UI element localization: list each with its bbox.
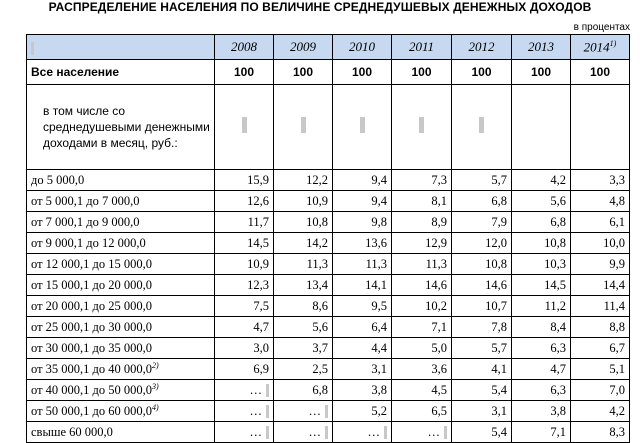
value-cell: 100 [392,60,452,85]
placeholder-marker [301,117,306,133]
value-cell [274,380,333,401]
value-text: … [249,403,262,418]
row-label: от 15 000,1 до 20 000,0 [31,277,153,292]
value-cell [512,401,571,422]
value-cell [452,254,512,275]
value-text: 10,8 [306,214,328,229]
year-header-2014 [571,35,630,60]
value-text: 11,2 [544,298,566,313]
value-text: 11,4 [603,298,625,313]
subhead-label: в том числе со среднедушевыми денежными доходами в месяц, руб.: [27,85,215,170]
value-cell [512,254,571,275]
value-text: 3,1 [491,403,507,418]
row-label: до 5 000,0 [31,172,85,187]
value-text: 4,2 [609,403,625,418]
value-text: 5,7 [491,340,507,355]
value-text: 14,1 [365,277,387,292]
value-text: 4,5 [431,382,447,397]
value-text: 14,4 [603,277,625,292]
value-cell [571,401,630,422]
empty-cell [333,85,392,170]
page-title: РАСПРЕДЕЛЕНИЕ НАСЕЛЕНИЯ ПО ВЕЛИЧИНЕ СРЕДНЕДУШЕВЫХ ДЕНЕЖНЫХ ДОХОДОВ [48,0,592,14]
table-row [27,170,630,191]
value-cell [512,212,571,233]
row-label: от 5 000,1 до 7 000,0 [31,193,140,208]
value-text: 9,8 [371,214,387,229]
value-text: 4,4 [371,340,387,355]
value-text: 4,2 [550,172,566,187]
value-text: … [249,424,262,439]
value-text: 11,3 [425,256,447,271]
value-cell [333,338,392,359]
row-label: от 7 000,1 до 9 000,0 [31,214,140,229]
empty-cell [512,85,571,170]
value-cell [452,233,512,254]
value-text: 15,9 [247,172,269,187]
value-cell [512,296,571,317]
value-text: 9,4 [371,193,387,208]
value-cell [333,317,392,338]
table-row [27,359,630,380]
value-cell [452,191,512,212]
value-text: 10,8 [544,235,566,250]
footnote-mark: 3) [152,381,159,391]
row-label-cell [27,359,215,380]
table-row [27,191,630,212]
value-cell [215,296,274,317]
value-cell [392,296,452,317]
value-text: 10,3 [544,256,566,271]
value-text: 6,8 [312,382,328,397]
value-cell [274,254,333,275]
value-text: 14,6 [425,277,447,292]
value-cell: 100 [512,60,571,85]
value-text: 10,2 [425,298,447,313]
value-cell [215,422,274,443]
value-cell [392,422,452,443]
footnote-mark: 1) [609,38,617,48]
row-label: от 35 000,1 до 40 000,0 [31,362,153,377]
value-cell [392,317,452,338]
units-label: в процентах [573,22,630,33]
value-text: 11,7 [247,214,269,229]
value-cell [274,317,333,338]
value-text: … [427,424,440,439]
value-text: 3,1 [371,361,387,376]
value-text: 14,5 [544,277,566,292]
value-cell [333,254,392,275]
value-cell [452,359,512,380]
row-label-cell [27,401,215,422]
value-cell [215,317,274,338]
value-text: 8,4 [550,319,566,334]
value-cell [392,401,452,422]
value-text: … [367,424,380,439]
value-cell [452,275,512,296]
value-cell [333,191,392,212]
value-cell [571,422,630,443]
value-text: 3,6 [431,361,447,376]
value-cell [215,359,274,380]
value-text: 7,0 [609,382,625,397]
value-cell [274,275,333,296]
placeholder-marker [360,117,365,133]
value-text: 6,4 [371,319,387,334]
row-label-cell [27,380,215,401]
value-cell [333,296,392,317]
value-text: 3,3 [609,172,625,187]
value-cell [215,170,274,191]
value-cell [512,359,571,380]
row-label: от 30 000,1 до 35 000,0 [31,340,153,355]
value-cell: 100 [571,60,630,85]
value-cell [571,233,630,254]
value-text: 13,6 [365,235,387,250]
placeholder-marker [31,42,34,55]
value-text: 3,8 [550,403,566,418]
table-row [27,317,630,338]
value-text: 10,7 [485,298,507,313]
value-cell [392,212,452,233]
value-text: 13,4 [306,277,328,292]
year-header: 2013 [512,35,571,60]
value-cell [452,380,512,401]
row-label-cell [27,212,215,233]
empty-cell [452,85,512,170]
value-text: 7,5 [253,298,269,313]
placeholder-marker [325,405,328,418]
value-text: 4,7 [253,319,269,334]
value-cell [512,338,571,359]
value-text: 8,1 [431,193,447,208]
year-label: 2014 [583,39,610,55]
value-text: 14,5 [247,235,269,250]
row-label: от 12 000,1 до 15 000,0 [31,256,153,271]
table-row [27,380,630,401]
value-text: 7,3 [431,172,447,187]
value-cell: 100 [274,60,333,85]
value-cell [274,338,333,359]
value-cell [215,191,274,212]
year-header: 2008 [215,35,274,60]
value-text: 14,2 [306,235,328,250]
value-cell [452,317,512,338]
value-text: 10,9 [247,256,269,271]
value-text: 3,7 [312,340,328,355]
value-cell [512,191,571,212]
placeholder-marker [325,426,328,439]
value-text: 9,9 [609,256,625,271]
empty-cell [215,85,274,170]
footnote-mark: 2) [152,360,159,370]
value-cell [512,275,571,296]
empty-cell [571,85,630,170]
value-cell [392,359,452,380]
value-text: 11,3 [365,256,387,271]
value-cell [333,212,392,233]
income-distribution-table [26,34,630,443]
value-text: 4,8 [609,193,625,208]
total-row [27,60,630,85]
row-label: от 9 000,1 до 12 000,0 [31,235,146,250]
value-cell [571,317,630,338]
value-cell [333,380,392,401]
value-cell [215,401,274,422]
value-cell [571,380,630,401]
table-row [27,233,630,254]
table-row [27,296,630,317]
value-text: 12,3 [247,277,269,292]
value-cell [571,359,630,380]
row-label-cell [27,191,215,212]
value-cell [333,233,392,254]
value-cell [215,338,274,359]
value-cell [512,233,571,254]
value-cell [215,254,274,275]
table-row [27,422,630,443]
value-cell [452,170,512,191]
value-cell [512,170,571,191]
value-text: 8,9 [431,214,447,229]
value-text: 10,0 [603,235,625,250]
value-text: 10,9 [306,193,328,208]
value-cell: 100 [333,60,392,85]
value-cell [512,317,571,338]
header-row [27,35,630,60]
year-header: 2012 [452,35,512,60]
value-cell [452,422,512,443]
value-cell: 100 [452,60,512,85]
value-text: 6,8 [491,193,507,208]
value-text: 12,6 [247,193,269,208]
row-label-cell [27,233,215,254]
value-text: 6,5 [431,403,447,418]
placeholder-marker [479,117,484,133]
year-header: 2010 [333,35,392,60]
value-text: 12,2 [306,172,328,187]
year-header: 2009 [274,35,333,60]
row-label-cell [27,317,215,338]
value-cell [571,296,630,317]
value-text: 10,8 [485,256,507,271]
value-cell [392,380,452,401]
value-cell [512,380,571,401]
value-cell: 100 [215,60,274,85]
value-cell [274,233,333,254]
row-label: от 25 000,1 до 30 000,0 [31,319,153,334]
value-text: 6,7 [609,340,625,355]
value-cell [215,212,274,233]
value-cell [274,422,333,443]
value-text: 3,0 [253,340,269,355]
value-cell [333,170,392,191]
row-label-cell [27,275,215,296]
value-text: 5,7 [491,172,507,187]
value-text: 8,6 [312,298,328,313]
value-cell [274,359,333,380]
year-header: 2011 [392,35,452,60]
value-text: 8,8 [609,319,625,334]
value-text: 7,1 [431,319,447,334]
value-text: 6,3 [550,382,566,397]
value-cell [571,212,630,233]
placeholder-marker [266,384,269,397]
row-label: от 20 000,1 до 25 000,0 [31,298,153,313]
footnote-mark: 4) [152,402,159,412]
table-row [27,401,630,422]
value-text: 8,3 [609,424,625,439]
value-text: 6,1 [609,214,625,229]
value-cell [452,296,512,317]
value-text: 5,1 [609,361,625,376]
value-cell [571,170,630,191]
value-cell [571,275,630,296]
value-cell [333,401,392,422]
value-cell [274,170,333,191]
value-cell [333,422,392,443]
value-cell [274,296,333,317]
value-text: 6,8 [550,214,566,229]
placeholder-marker [419,117,424,133]
value-cell [452,338,512,359]
subhead-row [27,85,630,170]
row-label: Все население [27,60,215,85]
value-text: 4,7 [550,361,566,376]
value-cell [215,233,274,254]
empty-cell [392,85,452,170]
value-text: 5,6 [312,319,328,334]
row-label-cell [27,422,215,443]
row-label: от 50 000,1 до 60 000,0 [31,404,153,419]
value-text: … [308,424,321,439]
value-text: 6,3 [550,340,566,355]
table-row [27,338,630,359]
value-text: 9,5 [371,298,387,313]
value-text: 5,2 [371,403,387,418]
value-cell [333,359,392,380]
value-text: 14,6 [485,277,507,292]
row-label-cell [27,338,215,359]
value-cell [571,191,630,212]
value-text: 4,1 [491,361,507,376]
corner-cell [27,35,215,60]
value-text: 7,8 [491,319,507,334]
placeholder-marker [242,117,247,133]
value-text: 5,4 [491,424,507,439]
value-cell [215,380,274,401]
value-cell [392,170,452,191]
value-text: 12,0 [485,235,507,250]
value-text: 5,4 [491,382,507,397]
row-label: от 40 000,1 до 50 000,0 [31,383,153,398]
row-label-cell [27,254,215,275]
placeholder-marker [444,426,447,439]
value-cell [274,191,333,212]
value-cell [392,254,452,275]
placeholder-marker [266,426,269,439]
empty-cell [274,85,333,170]
value-text: 7,1 [550,424,566,439]
placeholder-marker [266,405,269,418]
value-text: 11,3 [306,256,328,271]
value-text: 5,6 [550,193,566,208]
value-text: … [249,382,262,397]
value-cell [215,275,274,296]
value-cell [274,212,333,233]
value-cell [452,401,512,422]
value-text: 12,9 [425,235,447,250]
value-cell [452,212,512,233]
value-text: 9,4 [371,172,387,187]
value-cell [392,338,452,359]
value-cell [392,191,452,212]
row-label-cell [27,296,215,317]
value-text: 2,5 [312,361,328,376]
value-text: … [308,403,321,418]
value-cell [274,401,333,422]
value-cell [512,422,571,443]
value-text: 6,9 [253,361,269,376]
value-text: 5,0 [431,340,447,355]
table-row [27,254,630,275]
value-cell [392,233,452,254]
value-text: 3,8 [371,382,387,397]
value-cell [392,275,452,296]
row-label: свыше 60 000,0 [31,424,113,439]
table-row [27,212,630,233]
row-label-cell [27,170,215,191]
value-cell [571,338,630,359]
value-cell [571,254,630,275]
value-cell [333,275,392,296]
table-row [27,275,630,296]
placeholder-marker [384,426,387,439]
value-text: 7,9 [491,214,507,229]
